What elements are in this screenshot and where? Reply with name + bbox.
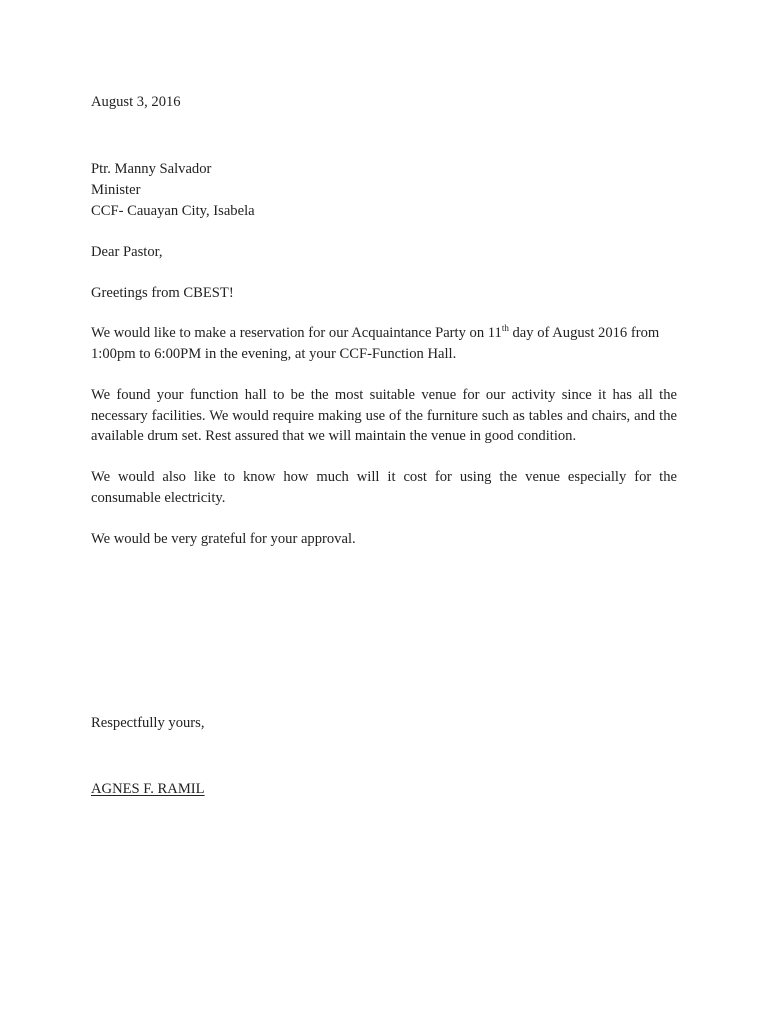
recipient-title: Minister <box>91 182 141 198</box>
paragraph-reservation-text-end: day of August 2016 from 1:00pm to 6:00PM in the evening, at your CCF-Function Hall. <box>91 325 660 362</box>
recipient-address: CCF- Cauayan City, Isabela <box>91 203 255 219</box>
paragraph-reservation <box>91 323 677 364</box>
signatory-name: AGNES F. RAMIL <box>91 781 205 797</box>
salutation: Dear Pastor, <box>91 244 163 260</box>
paragraph-reservation-text-start: We would like to make a reservation for our Acquaintance Party on 11 <box>91 325 502 341</box>
ordinal-suffix: th <box>501 323 509 334</box>
closing-line: Respectfully yours, <box>91 715 205 731</box>
letter-date: August 3, 2016 <box>91 94 181 110</box>
paragraph-cost: We would also like to know how much will it cost for using the venue especially for the consumable electricity. <box>91 469 677 506</box>
paragraph-venue: We found your function hall to be the most suitable venue for our activity since it has all the necessary facilities. We would require making use of the furniture such as tables and chairs, and the available drum set. Rest assured that we will maintain the venue in good condition. <box>91 387 677 444</box>
recipient-name: Ptr. Manny Salvador <box>91 161 212 177</box>
greeting-line: Greetings from CBEST! <box>91 285 234 301</box>
paragraph-approval: We would be very grateful for your approval. <box>91 531 356 547</box>
